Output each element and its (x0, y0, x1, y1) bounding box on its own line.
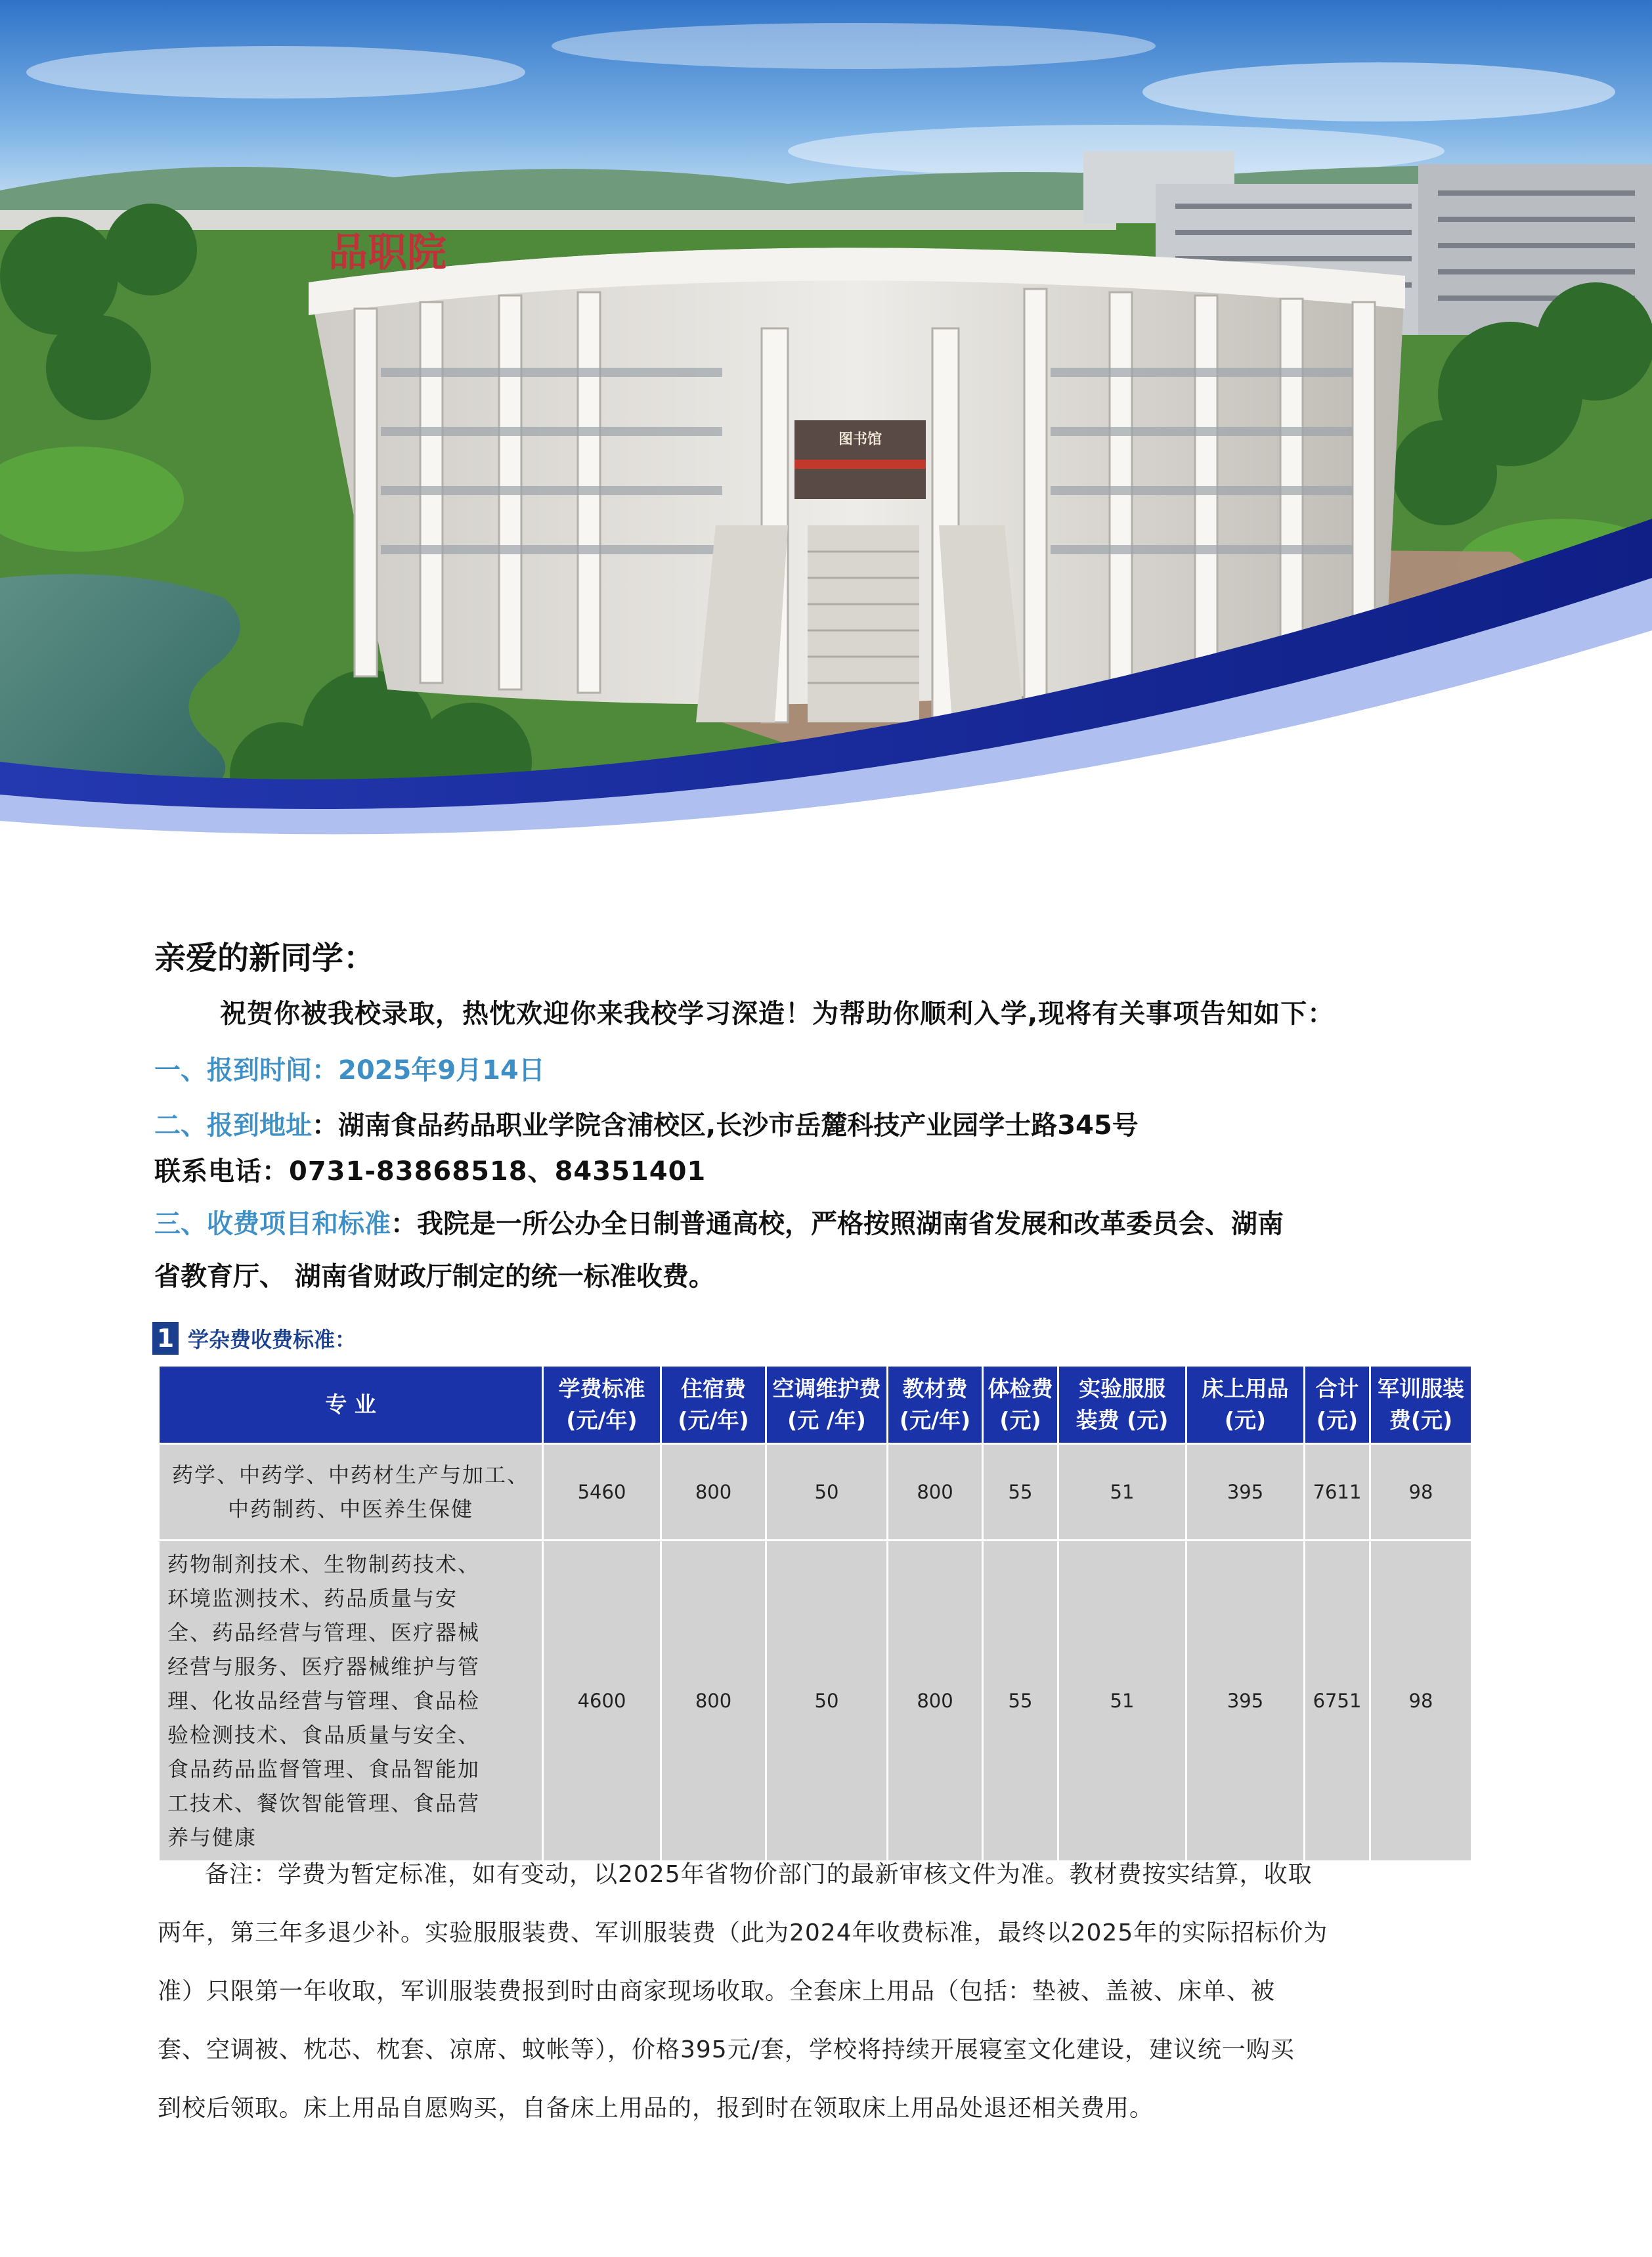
note-line: 套、空调被、枕芯、枕套、凉席、蚊帐等），价格395元/套，学校将持续开展寝室文化建设，建议统一购买 (158, 2036, 1295, 2063)
header-major (159, 1366, 543, 1444)
stairs (696, 525, 1024, 722)
registration-address-text: ：湖南食品药品职业学院含浦校区,长沙市岳麓科技产业园学士路345号 (312, 1110, 1139, 1141)
salutation: 亲爱的新同学： (154, 940, 376, 976)
fee-value-cell: 800 (888, 1444, 983, 1541)
table-header-cell (983, 1366, 1058, 1444)
table-number-badge: 1 (152, 1322, 179, 1355)
fee-value-cell: 395 (1186, 1541, 1305, 1862)
header-text: (元) (999, 1407, 1041, 1433)
registration-address-heading: 二、报到地址 (154, 1110, 312, 1141)
fee-value-cell: 800 (888, 1541, 983, 1862)
major-text: 理、化妆品经营与管理、食品检 (167, 1688, 481, 1713)
major-text: 经营与服务、医疗器械维护与管 (167, 1654, 481, 1679)
header-text: 学费标准 (558, 1376, 645, 1402)
header-text: 床上用品 (1202, 1376, 1289, 1402)
major-text: 养与健康 (167, 1825, 257, 1850)
cloud (552, 23, 1156, 69)
header-text: (元 /年) (787, 1407, 866, 1433)
fee-value-cell: 5460 (543, 1444, 661, 1541)
fee-notes (158, 1845, 1477, 2137)
fee-table (158, 1365, 1473, 1862)
fee-value-cell: 98 (1370, 1541, 1472, 1862)
fee-value-cell: 50 (766, 1541, 888, 1862)
section-registration-time (154, 1049, 545, 1087)
campus-photo (0, 0, 1652, 919)
fee-value-cell: 7611 (1305, 1444, 1370, 1541)
major-cell (159, 1444, 543, 1541)
fee-value-cell: 395 (1186, 1444, 1305, 1541)
fee-value-cell: 6751 (1305, 1541, 1370, 1862)
note-line: 准）只限第一年收取，军训服装费报到时由商家现场收取。全套床上用品（包括：垫被、盖被、床单、被 (158, 1978, 1276, 2005)
major-cell (159, 1541, 543, 1862)
table-header-cell (1370, 1366, 1472, 1444)
table-header-cell (1058, 1366, 1186, 1444)
header-text: 费(元) (1389, 1407, 1453, 1433)
fees-intro-text: ：我院是一所公办全日制普通高校，严格按照湖南省发展和改革委员会、湖南 (391, 1209, 1284, 1239)
section-registration-address (154, 1105, 1139, 1142)
header-text: 合计 (1315, 1376, 1359, 1402)
header-text: 住宿费 (681, 1376, 746, 1402)
header-text: (元/年) (678, 1407, 749, 1433)
intro-paragraph: 祝贺你被我校录取，热忱欢迎你来我校学习深造！为帮助你顺利入学,现将有关事项告知如下： (220, 999, 1335, 1029)
cloud (1142, 62, 1615, 121)
section-fees (154, 1203, 1284, 1240)
table-header-cell (543, 1366, 661, 1444)
header-text: 装费 (元) (1076, 1407, 1169, 1433)
fee-value-cell: 4600 (543, 1541, 661, 1862)
header-text: (元/年) (566, 1407, 638, 1433)
major-text: 全、药品经营与管理、医疗器械 (167, 1620, 481, 1645)
major-text: 环境监测技术、药品质量与安 (167, 1586, 458, 1611)
fee-table-title: 学杂费收费标准： (188, 1327, 357, 1352)
table-header-cell (766, 1366, 888, 1444)
table-header-cell (888, 1366, 983, 1444)
header-text: 专 业 (325, 1391, 376, 1418)
header-text: 军训服装 (1378, 1376, 1464, 1402)
table-row (159, 1541, 1472, 1862)
table-row (159, 1444, 1472, 1541)
note-line: 备注：学费为暂定标准，如有变动，以2025年省物价部门的最新审核文件为准。教材费按实结算，收取 (205, 1861, 1313, 1888)
registration-time-heading: 一、报到时间：2025年9月14日 (154, 1055, 545, 1085)
fee-value-cell: 51 (1058, 1541, 1186, 1862)
major-text: 验检测技术、食品质量与安全、 (167, 1722, 481, 1747)
fees-heading: 三、收费项目和标准 (154, 1209, 391, 1239)
major-text: 中药制药、中医养生保健 (227, 1497, 473, 1522)
header-text: 体检费 (988, 1376, 1053, 1402)
fee-value-cell: 800 (661, 1541, 766, 1862)
note-line: 两年，第三年多退少补。实验服服装费、军训服装费（此为2024年收费标准，最终以2025年的实际招标价为 (158, 1919, 1328, 1946)
header-text: 教材费 (902, 1376, 968, 1402)
header-text: 实验服服 (1079, 1376, 1165, 1402)
library-sign: 图书馆 (838, 431, 882, 448)
contact-phone: 联系电话：0731-83868518、84351401 (154, 1156, 706, 1187)
fees-intro-text-cont: 省教育厅、 湖南省财政厅制定的统一标准收费。 (154, 1261, 715, 1292)
entrance-banner (794, 460, 926, 469)
table-header-row (159, 1366, 1472, 1444)
fee-value-cell: 50 (766, 1444, 888, 1541)
fee-table-heading (152, 1321, 356, 1355)
campus-illustration (0, 0, 1652, 919)
header-text: (元) (1316, 1407, 1359, 1433)
major-text: 药物制剂技术、生物制药技术、 (167, 1552, 481, 1577)
major-text: 工技术、餐饮智能管理、食品营 (167, 1791, 481, 1816)
fee-value-cell: 55 (983, 1444, 1058, 1541)
header-text: (元/年) (899, 1407, 971, 1433)
note-line: 到校后领取。床上用品自愿购买，自备床上用品的，报到时在领取床上用品处退还相关费用。 (158, 2095, 1154, 2122)
header-text: (元) (1224, 1407, 1267, 1433)
header-text: 空调维护费 (772, 1376, 881, 1402)
fee-value-cell: 800 (661, 1444, 766, 1541)
fee-value-cell: 55 (983, 1541, 1058, 1862)
table-header-cell (1305, 1366, 1370, 1444)
cloud (26, 46, 525, 99)
table-header-cell (1186, 1366, 1305, 1444)
major-text: 食品药品监督管理、食品智能加 (167, 1757, 481, 1782)
building-sign: 品职院 (328, 230, 446, 276)
table-header-cell (661, 1366, 766, 1444)
fee-value-cell: 98 (1370, 1444, 1472, 1541)
fee-value-cell: 51 (1058, 1444, 1186, 1541)
major-text: 药学、中药学、中药材生产与加工、 (171, 1462, 529, 1487)
